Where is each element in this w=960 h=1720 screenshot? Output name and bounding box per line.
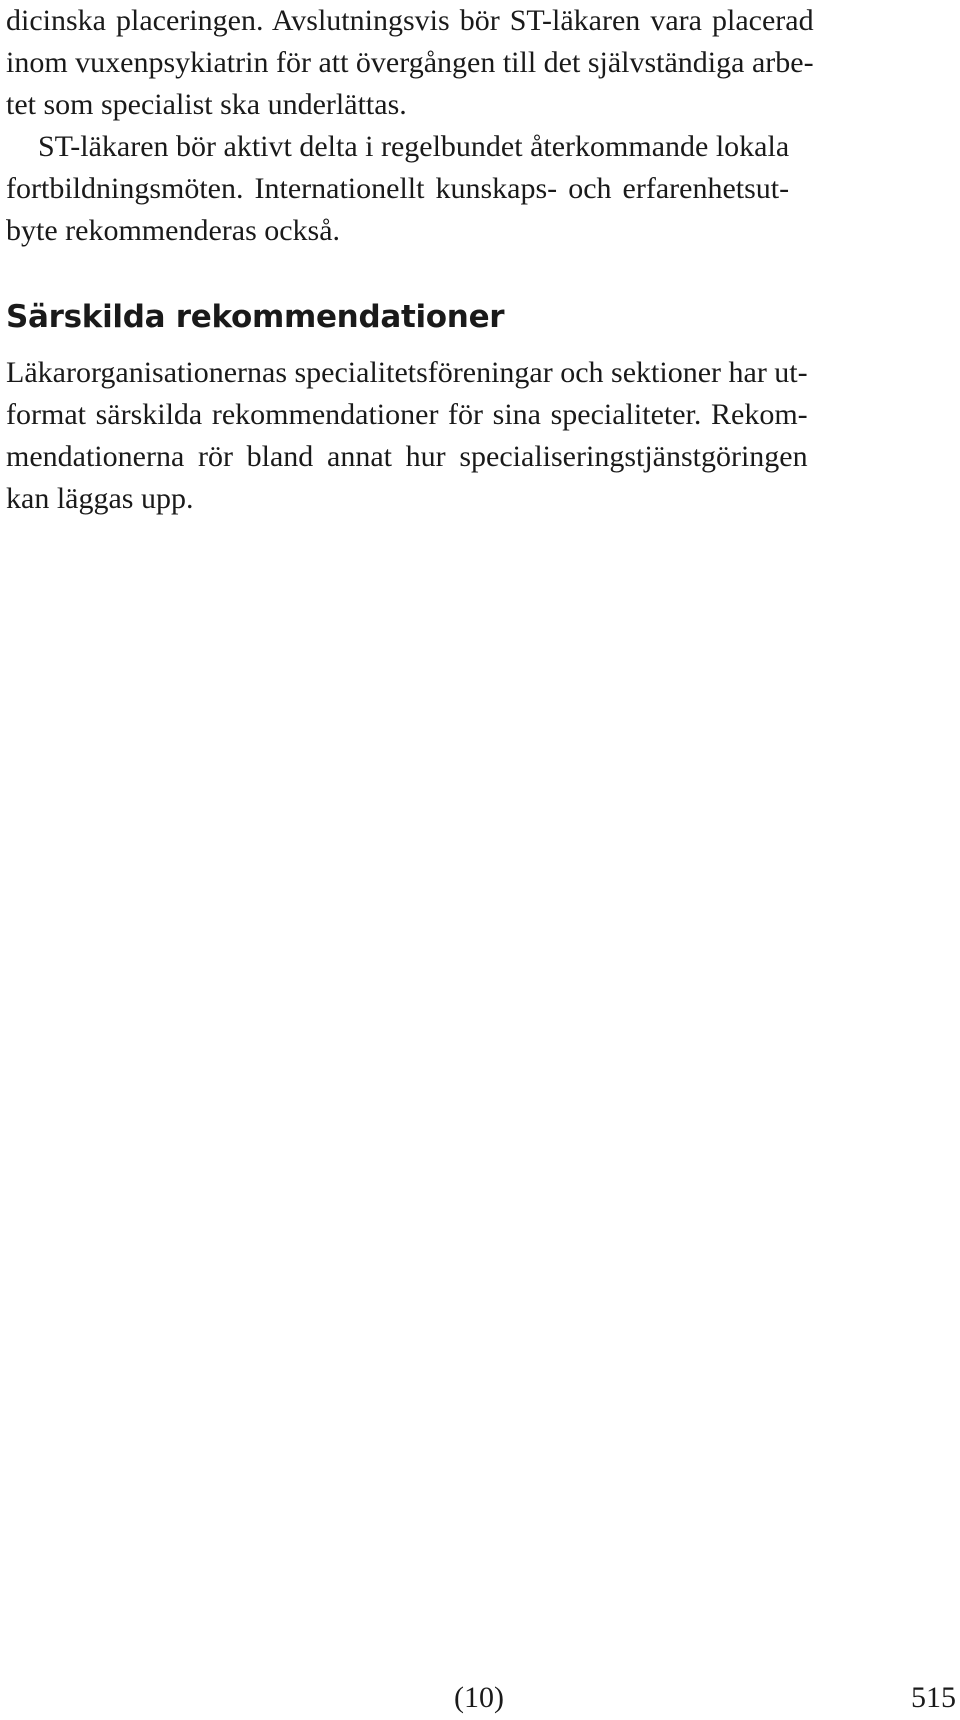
text-line: mendationerna rör bland annat hur specialiseringstjänstgöringen [6,440,808,473]
text-line: Läkarorganisationernas specialitetsföreningar och sektioner har ut- [6,356,808,389]
section-heading: Särskilda rekommendationer [6,299,505,335]
text-line: inom vuxenpsykiatrin för att övergången till det självständiga arbe- [6,46,814,79]
page-number: 515 [911,1681,956,1714]
text-line: byte rekommenderas också. [6,214,341,247]
footer-marker: (10) [454,1681,504,1714]
text-line: dicinska placeringen. Avslutningsvis bör ST-läkaren vara placerad [6,4,814,37]
paragraph-recommendations [6,352,808,520]
text-line: tet som specialist ska underlättas. [6,88,407,121]
paragraph-placement [6,0,814,126]
text-line: fortbildningsmöten. Internationellt kunskaps- och erfarenhetsut- [6,172,790,205]
text-line: kan läggas upp. [6,482,194,515]
text-line: format särskilda rekommendationer för sina specialiteter. Rekom- [6,398,808,431]
paragraph-continuing-education [6,126,789,252]
text-line: ST-läkaren bör aktivt delta i regelbundet återkommande lokala [38,130,790,163]
